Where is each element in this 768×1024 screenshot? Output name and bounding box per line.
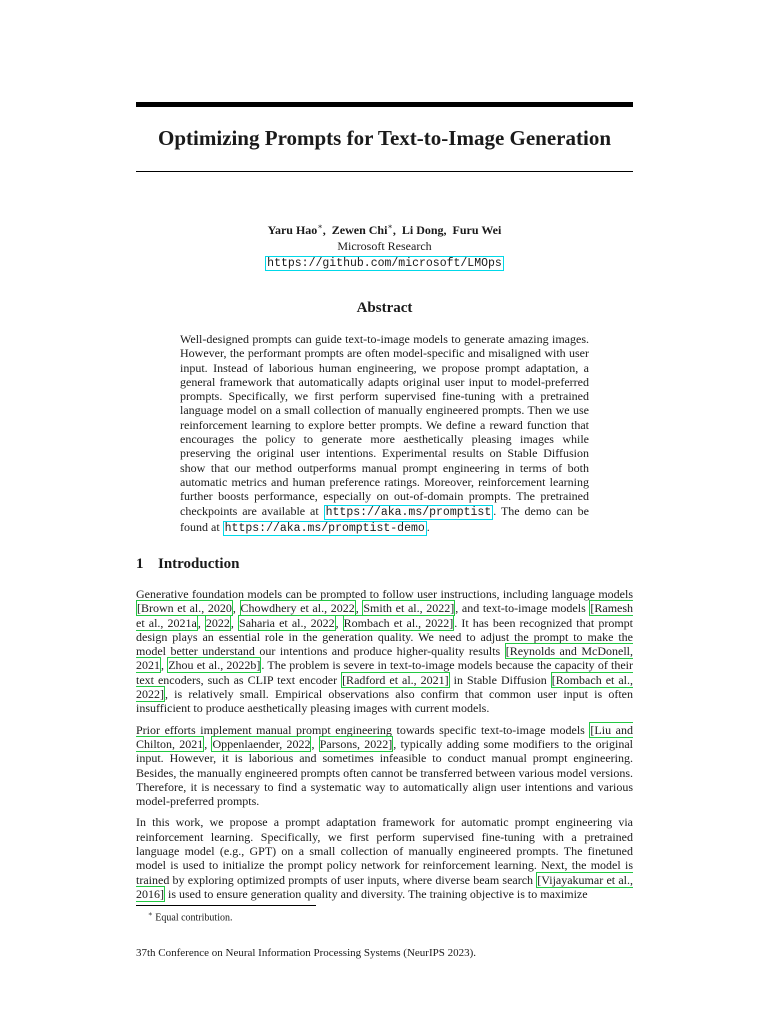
paragraph-text: , and text-to-image models bbox=[455, 601, 590, 616]
equal-contribution-mark: ∗ bbox=[317, 222, 323, 231]
introduction-body bbox=[136, 587, 633, 908]
paragraph-text: , bbox=[311, 736, 319, 751]
citation-link[interactable]: Rombach et al., 2022] bbox=[343, 615, 454, 630]
author-block bbox=[136, 219, 633, 272]
affiliation: Microsoft Research bbox=[337, 239, 432, 253]
paragraph-text: In this work, we propose a prompt adaptation framework for automatic prompt engineering via reinforcement learning. Specifically, we first perform supervised fine-tuning with a pretrained language model (e.g., GPT) on a small collection of manually engineered prompts. The finetuned model is used to initialize the prompt policy network for reinforcement learning. Next, the model is trained by exploring optimized prompts of user inputs, where diverse beam search bbox=[136, 815, 633, 887]
author-name: Zewen Chi bbox=[331, 223, 388, 237]
citation-link[interactable]: [Radford et al., 2021] bbox=[342, 672, 449, 687]
abstract-text-2: . The demo can be found at bbox=[180, 503, 589, 534]
venue-note: 37th Conference on Neural Information Processing Systems (NeurIPS 2023). bbox=[136, 947, 477, 959]
paragraph-text: , bbox=[232, 601, 240, 616]
citation-link[interactable]: [Brown et al., 2020 bbox=[137, 601, 232, 616]
citation-link[interactable]: 2022 bbox=[205, 615, 230, 630]
paragraph-text: Generative foundation models can be prompted to follow user instructions, including language models bbox=[136, 587, 633, 601]
citation-link[interactable]: Oppenlaender, 2022 bbox=[212, 736, 311, 751]
paragraph-text: , bbox=[204, 736, 212, 751]
citation-link[interactable]: Parsons, 2022] bbox=[319, 736, 393, 751]
paragraph bbox=[136, 815, 633, 901]
paragraph-text: , typically adding some modifiers to the original input. However, it is laborious and sometimes infeasible to conduct manual prompt engineering. Besides, the manually engineered prompts often cannot be transferred between various model versions. Therefore, it is necessary to find a systematic way to automatically align user intentions and various model-preferred prompts. bbox=[136, 736, 633, 809]
footnote-text: Equal contribution. bbox=[155, 912, 233, 924]
citation-link[interactable]: [Reynolds and McDonell, 2021 bbox=[136, 644, 634, 673]
abstract-text: Well-designed prompts can guide text-to-image models to generate amazing images. However, the performant prompts are often model-specific and misaligned with user input. Instead of laborious human engineering, we propose prompt adaptation, a general framework that automatically adapts original user input to model-preferred prompts. Specifically, we first perform supervised fine-tuning with a pretrained language model on a small collection of manually engineered prompts. Then we use reinforcement learning to explore better prompts. We define a reward function that encourages the policy to generate more aesthetically pleasing images while preserving the original user intentions. Experimental results on Stable Diffusion show that our method outperforms manual prompt engineering in terms of both automatic metrics and human preference ratings. Moreover, reinforcement learning further boosts performance, especially on out-of-domain prompts. The pretrained checkpoints are available at bbox=[180, 332, 589, 518]
citation-link[interactable]: Smith et al., 2022] bbox=[363, 601, 455, 616]
footnote-rule bbox=[136, 905, 316, 906]
paragraph-text: in Stable Diffusion bbox=[449, 672, 551, 687]
footnote bbox=[148, 908, 232, 924]
citation-link[interactable]: Chowdhery et al., 2022 bbox=[240, 601, 355, 616]
footnote-mark: ∗ bbox=[148, 910, 153, 918]
checkpoint-link[interactable]: https://aka.ms/promptist bbox=[325, 505, 492, 519]
paragraph bbox=[136, 723, 633, 809]
citation-link[interactable]: [Rombach et al., 2022] bbox=[136, 672, 633, 702]
paragraph-text: Prior efforts implement manual prompt engineering towards specific text-to-image models bbox=[136, 722, 590, 737]
demo-link[interactable]: https://aka.ms/promptist-demo bbox=[224, 521, 425, 535]
paragraph-text: . It has been recognized that prompt design plays an essential role in the generation quality. We need to adjust the prompt to make the model better understand our intentions and produce higher-quality results bbox=[136, 615, 634, 659]
section-number: 1 bbox=[136, 556, 144, 572]
paragraph-text: , bbox=[355, 601, 363, 616]
author-name: Furu Wei bbox=[452, 223, 502, 237]
citation-link[interactable]: Saharia et al., 2022 bbox=[239, 615, 335, 630]
paragraph-text: , bbox=[161, 658, 168, 673]
title-bottom-rule bbox=[136, 171, 633, 172]
citation-link[interactable]: [Ramesh et al., 2021a bbox=[136, 601, 634, 630]
title-top-rule bbox=[136, 102, 633, 107]
paragraph-text: , bbox=[197, 615, 205, 630]
equal-contribution-mark: ∗ bbox=[387, 222, 393, 231]
author-names: Yaru Hao∗, Zewen Chi∗, Li Dong, Furu Wei bbox=[267, 222, 502, 237]
author-name: Yaru Hao bbox=[267, 223, 318, 237]
repo-link[interactable]: https://github.com/microsoft/LMOps bbox=[267, 257, 502, 270]
abstract-body bbox=[180, 332, 589, 536]
citation-link[interactable]: [Liu and Chilton, 2021 bbox=[136, 722, 633, 751]
abstract-heading: Abstract bbox=[356, 300, 413, 316]
paragraph-text: , is relatively small. Empirical observations also confirm that common user input is often insufficient to produce aesthetically pleasing images with current models. bbox=[136, 687, 633, 716]
author-name: Li Dong bbox=[401, 223, 444, 237]
paragraph bbox=[136, 587, 633, 716]
abstract-text-3: . bbox=[426, 519, 430, 534]
citation-link[interactable]: [Vijayakumar et al., 2016] bbox=[136, 872, 633, 901]
section-title: Introduction bbox=[158, 556, 240, 572]
paragraph-text: , bbox=[230, 615, 239, 630]
paragraph-text: . The problem is severe in text-to-image models because the capacity of their text encoders, such as CLIP text encoder bbox=[136, 658, 634, 687]
section-heading bbox=[136, 554, 239, 574]
paragraph-text: is used to ensure generation quality and diversity. The training objective is to maximize bbox=[165, 886, 588, 901]
paragraph-text: , bbox=[335, 615, 343, 630]
paper-title: Optimizing Prompts for Text-to-Image Generation bbox=[157, 126, 611, 150]
citation-link[interactable]: Zhou et al., 2022b] bbox=[168, 658, 261, 673]
